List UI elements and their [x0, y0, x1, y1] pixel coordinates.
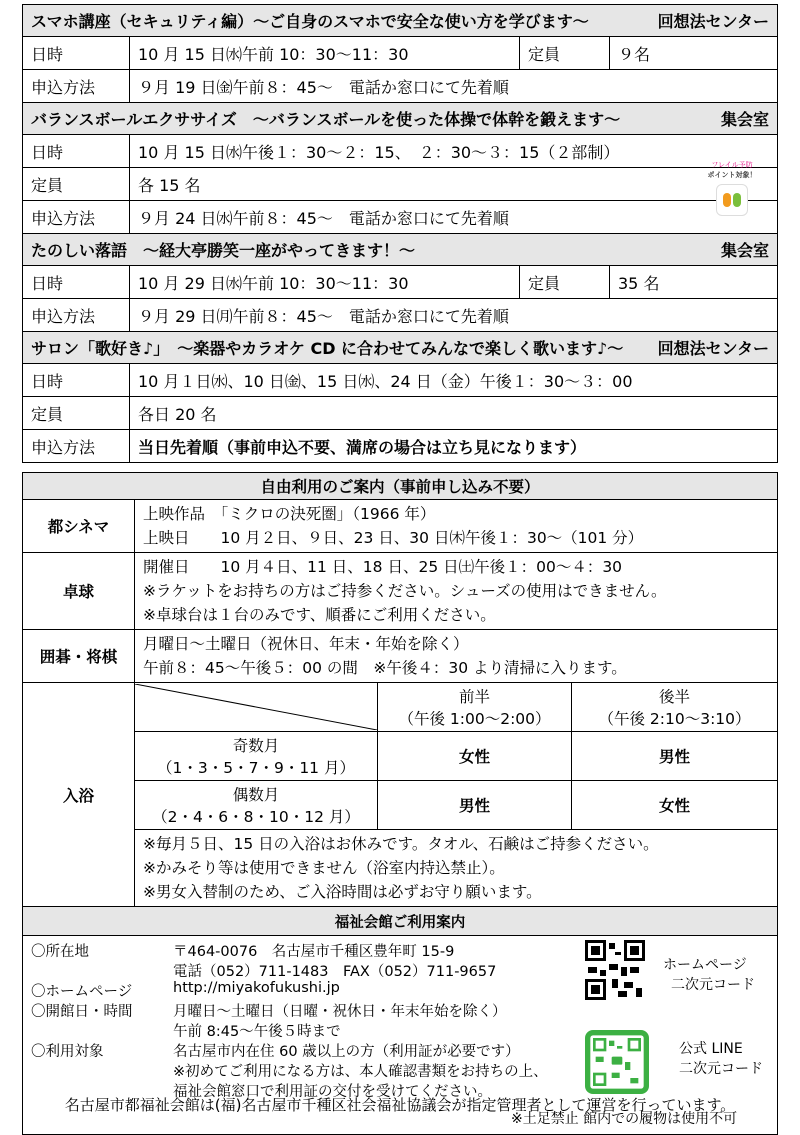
go-hours: 午前８：45～午後５：00 の間 ※午後４：30 より清掃に入ります。: [143, 659, 627, 677]
footer-note: 名古屋市都福祉会館は(福)名古屋市千種区社会福祉協議会が指定管理者として運営を行っています。: [64, 1096, 736, 1114]
cinema-dates: 上映日 10 月２日、９日、23 日、30 日㈭午後１：30～（101 分）: [143, 529, 644, 547]
event-date: 10 月 15 日㈬午前 10：30～11：30: [130, 37, 520, 70]
pingpong-note2: ※卓球台は１台のみです、順番にご利用ください。: [143, 606, 496, 624]
bath-diagonal-cell: [135, 683, 378, 732]
event-capacity: 各 15 名: [130, 168, 778, 201]
bath-even-first: 男性: [378, 781, 572, 830]
event-table-salon: [22, 331, 778, 463]
capacity-label: 定員: [520, 266, 610, 299]
hours-label: 〇開館日・時間: [31, 1004, 133, 1020]
open-hours: 午前 8:45～午後５時まで: [173, 1024, 341, 1040]
target-note1: ※初めてご利用になる方は、本人確認書類をお持ちの上、: [173, 1064, 548, 1080]
bath-odd-months: （1・3・5・7・9・11 月）: [157, 759, 355, 777]
event-place: 集会室: [720, 110, 769, 129]
capacity-label: 定員: [520, 37, 610, 70]
event-apply: ９月 29 日㈪午前８：45～ 電話か窓口にて先着順: [130, 299, 778, 332]
apply-label: 申込方法: [23, 430, 130, 463]
homepage-url[interactable]: http://miyakofukushi.jp: [173, 980, 340, 996]
frail-point-badge: [700, 160, 764, 210]
date-label: 日時: [23, 364, 130, 397]
event-place: 回想法センター: [657, 12, 769, 31]
go-days: 月曜日～土曜日（祝休日、年末・年始を除く）: [143, 635, 469, 653]
apply-label: 申込方法: [23, 299, 130, 332]
capacity-label: 定員: [23, 168, 130, 201]
event-table-rakugo: [22, 233, 778, 332]
qr2-label-a: 公式 LINE: [679, 1041, 743, 1057]
event-date: 10 月 15 日㈬午後１：30～２：15、 ２：30～３：15（２部制）: [130, 135, 778, 168]
badge-line2: ポイント対象！: [707, 171, 757, 179]
event-date: 10 月１日㈬、10 日㈮、15 日㈬、24 日（金）午後１：30～３：00: [130, 364, 778, 397]
event-table-balanceball: [22, 102, 778, 234]
bath-even-second: 女性: [572, 781, 778, 830]
apply-label: 申込方法: [23, 70, 130, 103]
bath-odd-label: 奇数月: [232, 737, 280, 755]
pingpong-note1: ※ラケットをお持ちの方はご持参ください。シューズの使用はできません。: [143, 582, 667, 600]
bath-even-months: （2・4・6・8・10・12 月）: [152, 808, 360, 826]
badge-line1: フレイル予防: [711, 161, 753, 169]
homepage-label: 〇ホームページ: [31, 984, 133, 1000]
event-date: 10 月 29 日㈬午前 10：30～11：30: [130, 266, 520, 299]
bath-odd-first: 女性: [378, 732, 572, 781]
event-title: バランスボールエクササイズ ～バランスボールを使った体操で体幹を鍛えます～: [31, 110, 621, 129]
pingpong-label: 卓球: [23, 553, 135, 630]
qr1-label-b: 二次元コード: [671, 977, 755, 993]
free-use-heading: 自由利用のご案内（事前申し込み不要）: [23, 473, 778, 500]
event-title: たのしい落語 ～経大亭勝笑一座がやってきます！～: [31, 241, 416, 260]
qr-pattern: [585, 940, 645, 1000]
free-use-table: [22, 472, 778, 936]
target-label: 〇利用対象: [31, 1044, 104, 1060]
event-apply: ９月 24 日㈬午前８：45～ 電話か窓口にて先着順: [130, 201, 778, 234]
line-qr-code-icon[interactable]: [585, 1030, 649, 1094]
apply-label: 申込方法: [23, 201, 130, 234]
event-title: スマホ講座（セキュリティ編）～ご自身のスマホで安全な使い方を学びます～: [31, 12, 589, 31]
date-label: 日時: [23, 135, 130, 168]
diagonal-line: [135, 684, 377, 730]
bath-first-time: （午後 1:00～2:00）: [398, 710, 551, 728]
bath-note1: ※毎月５日、15 日の入浴はお休みです。タオル、石鹸はご持参ください。: [143, 835, 659, 853]
go-label: 囲碁・将棋: [23, 630, 135, 683]
address: 〒464-0076 名古屋市千種区豊年町 15-9: [173, 944, 455, 960]
target-note2: 福祉会館窓口で利用証の交付を受けてください。: [173, 1084, 492, 1100]
open-days: 月曜日～土曜日（日曜・祝休日・年末年始を除く）: [173, 1004, 507, 1020]
event-place: 回想法センター: [657, 339, 769, 358]
info-heading: 福祉会館ご利用案内: [23, 907, 778, 936]
event-table-smartphone: [22, 4, 778, 103]
date-label: 日時: [23, 266, 130, 299]
qr1-label-a: ホームページ: [663, 957, 747, 973]
address-label: 〇所在地: [31, 944, 89, 960]
capacity-label: 定員: [23, 397, 130, 430]
event-list: [22, 4, 778, 1135]
target-users: 名古屋市内在住 60 歳以上の方（利用証が必要です）: [173, 1044, 520, 1060]
cinema-label: 都シネマ: [23, 500, 135, 553]
bath-first-half: 前半: [458, 688, 490, 706]
bath-second-time: （午後 2:10～3:10）: [598, 710, 751, 728]
shoes-note: ※土足禁止 館内での履物は使用不可: [511, 1111, 738, 1127]
date-label: 日時: [23, 37, 130, 70]
bath-even-label: 偶数月: [232, 786, 280, 804]
pingpong-dates: 開催日 10 月４日、11 日、18 日、25 日㈯午後１：00～４：30: [143, 558, 623, 576]
bath-odd-second: 男性: [572, 732, 778, 781]
event-title: サロン「歌好き♪」 ～楽器やカラオケ CD に合わせてみんなで楽しく歌います♪～: [31, 339, 624, 358]
event-capacity: 35 名: [610, 266, 778, 299]
bath-note2: ※かみそり等は使用できません（浴室内持込禁止）。: [143, 859, 505, 877]
people-icon: [716, 184, 748, 216]
event-apply: ９月 19 日㈮午前８：45～ 電話か窓口にて先着順: [130, 70, 778, 103]
bath-label: 入浴: [23, 683, 135, 907]
event-apply: 当日先着順（事前申込不要、満席の場合は立ち見になります）: [130, 430, 778, 463]
qr2-label-b: 二次元コード: [679, 1061, 763, 1077]
cinema-title: 上映作品 「ミクロの決死圏」（1966 年）: [143, 505, 436, 523]
bath-second-half: 後半: [658, 688, 690, 706]
event-place: 集会室: [720, 241, 769, 260]
line-qr-pattern: [585, 1030, 649, 1094]
homepage-qr-code-icon[interactable]: [585, 940, 645, 1000]
event-capacity: 各日 20 名: [130, 397, 778, 430]
event-capacity: ９名: [610, 37, 778, 70]
telephone: 電話（052）711-1483 FAX（052）711-9657: [173, 964, 497, 980]
bath-note3: ※男女入替制のため、ご入浴時間は必ずお守り願います。: [143, 883, 542, 901]
